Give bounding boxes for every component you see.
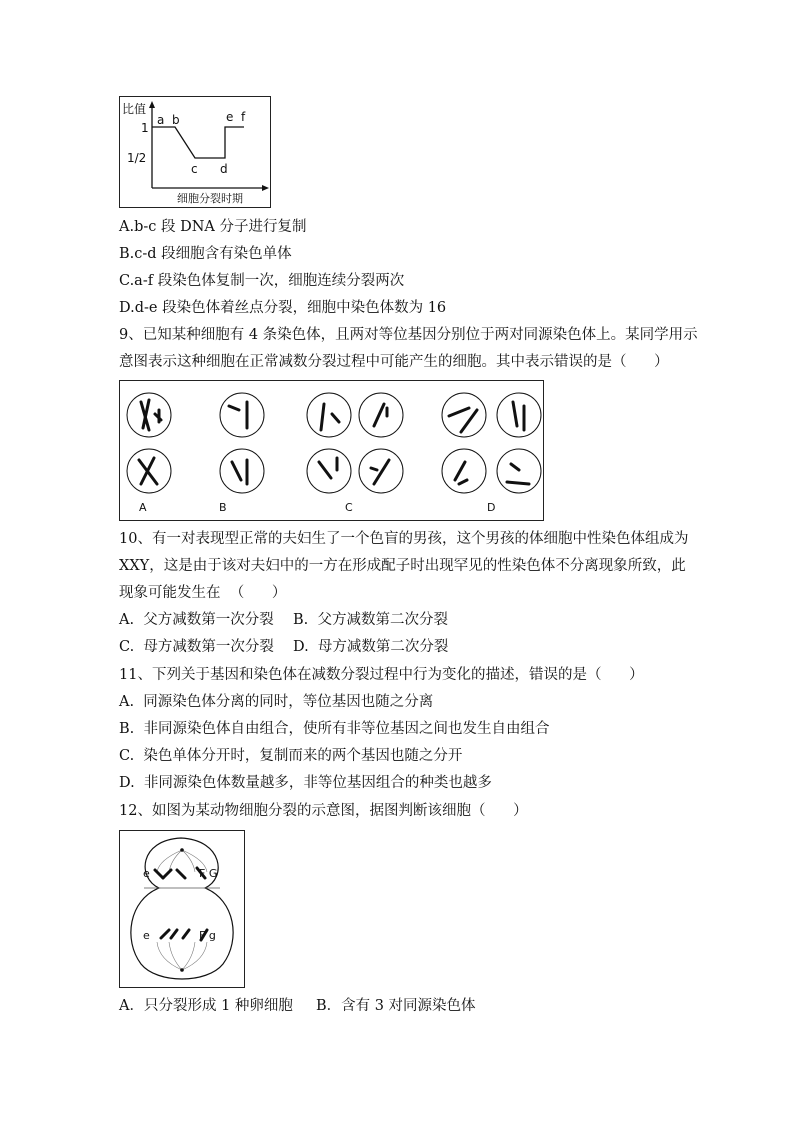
panel-label-d: D	[487, 501, 496, 514]
q9-stem-line1: 9、已知某种细胞有 4 条染色体，且两对等位基因分别位于两对同源染色体上。某同学用示	[119, 327, 698, 343]
q10-option-b: B. 父方减数第二次分裂	[293, 612, 448, 628]
q11-option-c: C. 染色单体分开时，复制而来的两个基因也随之分开	[119, 748, 463, 764]
q10-option-d: D. 母方减数第二次分裂	[293, 639, 449, 655]
y-tick-1: 1	[141, 121, 149, 135]
gamete-cells-figure	[119, 380, 544, 521]
q8-option-a: A.b-c 段 DNA 分子进行复制	[119, 219, 307, 235]
point-label-c: c	[191, 162, 198, 176]
q10-option-c: C. 母方减数第一次分裂	[119, 639, 274, 655]
gene-label-bottom-left: e	[143, 929, 150, 942]
dividing-cell-figure	[119, 830, 245, 988]
gene-label-top-left: e	[143, 867, 150, 880]
gene-label-top-right: F G	[199, 867, 218, 880]
q8-option-c: C.a-f 段染色体复制一次，细胞连续分裂两次	[119, 273, 405, 289]
panel-label-a: A	[139, 501, 147, 514]
ratio-chart-figure	[119, 96, 271, 208]
q11-option-d: D. 非同源染色体数量越多，非等位基因组合的种类也越多	[119, 775, 492, 791]
q10-stem-line2: XXY，这是由于该对夫妇中的一方在形成配子时出现罕见的性染色体不分离现象所致，此	[119, 558, 686, 574]
q12-stem: 12、如图为某动物细胞分裂的示意图，据图判断该细胞（ ）	[119, 803, 528, 819]
q10-stem-line3: 现象可能发生在 （ ）	[119, 585, 287, 601]
q10-stem-line1: 10、有一对表现型正常的夫妇生了一个色盲的男孩，这个男孩的体细胞中性染色体组成为	[119, 531, 689, 547]
q12-options-ab: A．只分裂形成 1 种卵细胞 B．含有 3 对同源染色体	[119, 998, 476, 1014]
q11-option-a: A. 同源染色体分离的同时，等位基因也随之分离	[119, 694, 434, 710]
q9-stem-line2: 意图表示这种细胞在正常减数分裂过程中可能产生的细胞。其中表示错误的是（ ）	[119, 354, 669, 370]
gene-label-bottom-right: F g	[199, 929, 216, 942]
q8-option-b: B.c-d 段细胞含有染色单体	[119, 246, 292, 262]
q11-option-b: B. 非同源染色体自由组合，使所有非等位基因之间也发生自由组合	[119, 721, 550, 737]
point-label-b: b	[172, 113, 180, 127]
q8-option-d: D.d-e 段染色体着丝点分裂，细胞中染色体数为 16	[119, 300, 447, 316]
point-label-d: d	[220, 162, 228, 176]
point-label-f: f	[241, 110, 246, 124]
y-axis-label: 比值	[122, 102, 147, 116]
point-label-e: e	[226, 110, 234, 124]
panel-label-c: C	[345, 501, 353, 514]
q11-stem: 11、下列关于基因和染色体在减数分裂过程中行为变化的描述，错误的是（ ）	[119, 667, 644, 683]
q10-option-a: A. 父方减数第一次分裂	[119, 612, 274, 628]
panel-label-b: B	[219, 501, 227, 514]
point-label-a: a	[157, 113, 165, 127]
y-tick-half: 1/2	[127, 151, 147, 165]
x-axis-label: 细胞分裂时期	[177, 192, 243, 205]
